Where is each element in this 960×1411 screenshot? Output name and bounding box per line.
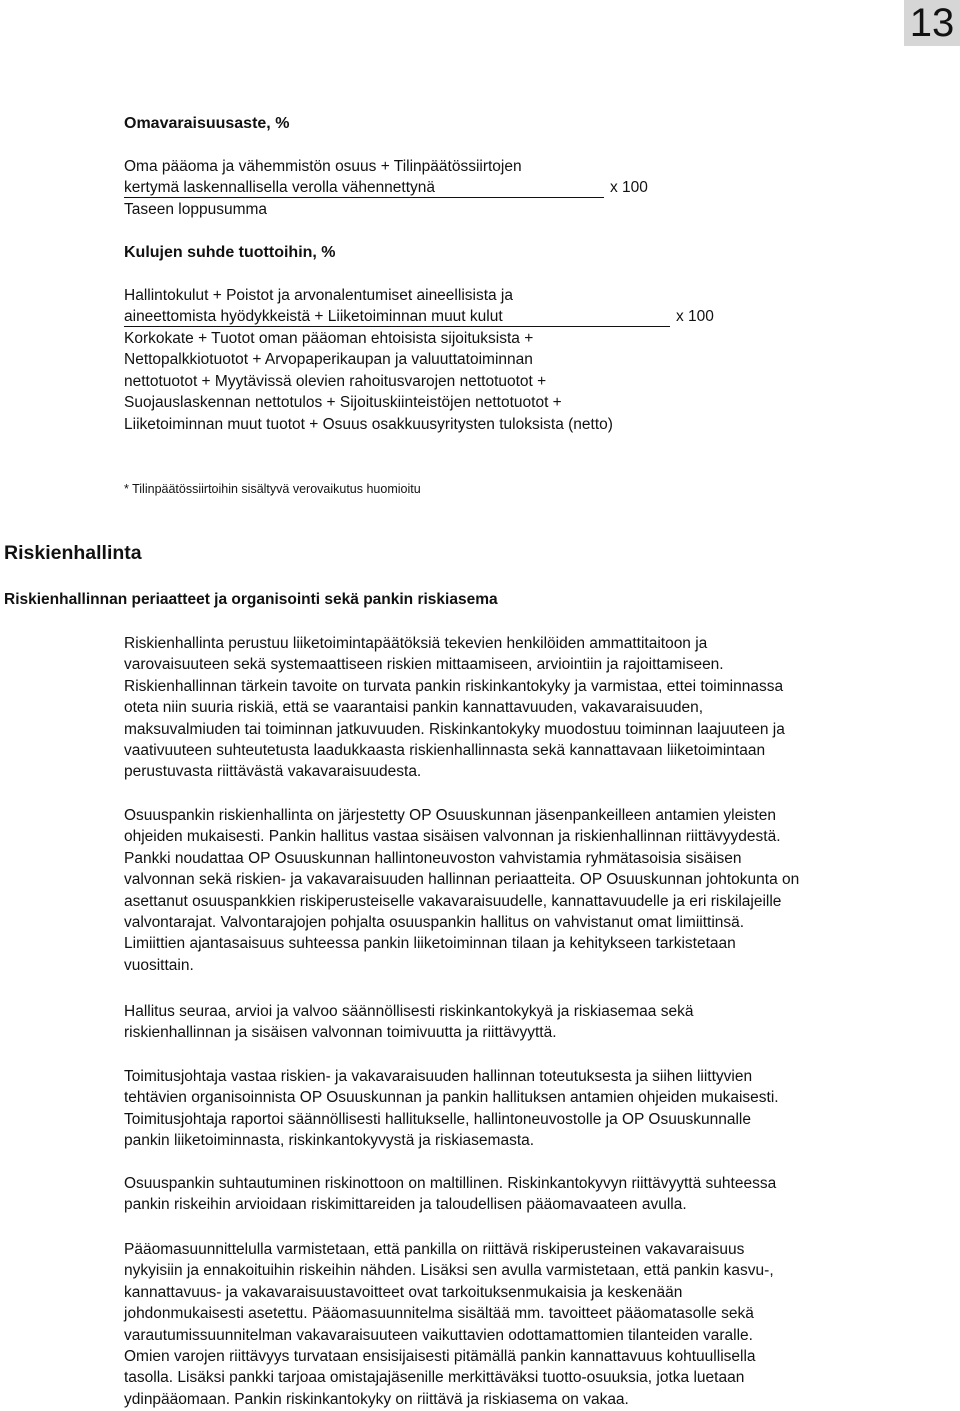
paragraph-line: valvontarajat. Valvontarajojen pohjalta osuuspankin hallitus on vahvistanut omat limiittinsä.: [124, 914, 745, 932]
paragraph-line: Riskienhallinnan tärkein tavoite on turvata pankin riskinkantokyky ja varmistaa, ettei toiminnassa: [124, 677, 784, 695]
formula2-multiplier: x 100: [676, 308, 714, 325]
paragraph: [124, 1239, 954, 1410]
formula1-multiplier: x 100: [610, 179, 648, 196]
section-heading: Riskienhallinta: [4, 542, 142, 564]
formula1-title: Omavaraisuusaste, %: [124, 115, 290, 132]
paragraph-line: tehtävien organisoinnista OP Osuuskunnan ja pankin hallituksen antamien ohjeiden mukaisesti.: [124, 1089, 779, 1107]
paragraph-line: riskienhallinnan ja sisäisen valvonnan toimivuutta ja riittävyyttä.: [124, 1024, 557, 1042]
paragraph: [124, 805, 954, 976]
formula2-denominator-line: nettotuotot + Myytävissä olevien rahoitusvarojen nettotuotot +: [124, 373, 547, 390]
paragraph-line: Pankki noudattaa OP Osuuskunnan hallintoneuvoston vahvistamia ryhmätasoisia sisäisen: [124, 849, 742, 867]
paragraph: [124, 1066, 954, 1152]
paragraph-line: Limiittien ajantasaisuus suhteessa pankin liiketoiminnan tilaan ja kehitykseen tarkistetaan: [124, 935, 736, 953]
paragraph: [124, 1001, 954, 1044]
page-number: 13: [904, 0, 960, 46]
paragraph-line: ydinpääomaan. Pankin riskinkantokyky on riittävä ja riskiasema on vakaa.: [124, 1390, 629, 1408]
paragraph-line: perustuvasta riittävästä vakavaraisuudesta.: [124, 763, 422, 781]
paragraph-line: johdonmukaisesti asetettu. Pääomasuunnitelma sisältää mm. tavoitteet pääomatasolle sekä: [124, 1305, 754, 1323]
formula2-numerator-line1: Hallintokulut + Poistot ja arvonalentumiset aineellisista ja: [124, 287, 513, 304]
paragraph-line: Hallitus seuraa, arvioi ja valvoo säännöllisesti riskinkantokykyä ja riskiasemaa sekä: [124, 1003, 694, 1020]
formula2-numerator-line2: [124, 307, 670, 327]
paragraph-line: pankin liiketoiminnasta, riskinkantokyvystä ja riskiasemasta.: [124, 1132, 535, 1150]
subsection-heading: Riskienhallinnan periaatteet ja organisointi sekä pankin riskiasema: [4, 591, 498, 608]
paragraph-line: tasolla. Lisäksi pankki tarjoaa omistajajäsenille merkittäväksi tuotto-osuuksia, jotka luetaan: [124, 1369, 745, 1387]
formula1-numerator-line2: [124, 178, 604, 198]
paragraph-line: pankin riskeihin arvioidaan riskimittareiden ja taloudellisen pääomavaateen avulla.: [124, 1196, 687, 1214]
formula2-numerator-text: aineettomista hyödykkeistä + Liiketoiminnan muut kulut: [124, 308, 503, 325]
paragraph-line: oteta niin suuria riskiä, että se vaarantaisi pankin kannattavuuden, vakavaraisuuden,: [124, 699, 704, 717]
formula1-denominator: Taseen loppusumma: [124, 201, 268, 218]
paragraph-line: Omien varojen riittävyys turvataan ensisijaisesti pitämällä pankin kannattavuus kohtuullisella: [124, 1348, 756, 1366]
formula2-denominator-line: Nettopalkkiotuotot + Arvopaperikaupan ja valuuttatoiminnan: [124, 351, 533, 368]
formula2-denominator-line: Liiketoiminnan muut tuotot + Osuus osakkuusyritysten tuloksista (netto): [124, 416, 613, 433]
paragraph: [124, 633, 954, 783]
footnote: * Tilinpäätössiirtoihin sisältyvä verovaikutus huomioitu: [124, 482, 421, 496]
paragraph-line: Riskienhallinta perustuu liiketoimintapäätöksiä tekevien henkilöiden ammattitaitoon ja: [124, 635, 708, 652]
paragraph-line: ohjeiden mukaisesti. Pankin hallitus vastaa sisäisen valvonnan ja riskienhallinnan riittävyydestä.: [124, 828, 781, 846]
paragraph-line: kannattavuus- ja vakavaraisuustavoitteet ovat tarkoituksenmukaisia ja keskenään: [124, 1283, 683, 1301]
paragraph-line: Osuuspankin riskienhallinta on järjestetty OP Osuuskunnan jäsenpankeilleen antamien yleisten: [124, 807, 776, 824]
paragraph-line: vuosittain.: [124, 956, 194, 974]
formula1-numerator-line1: Oma pääoma ja vähemmistön osuus + Tilinpäätössiirtojen: [124, 158, 522, 175]
paragraph-line: Toimitusjohtaja vastaa riskien- ja vakavaraisuuden hallinnan toteutuksesta ja siihen liittyvien: [124, 1068, 753, 1085]
paragraph-line: valvonnan sekä riskien- ja vakavaraisuuden hallinnan periaatteita. OP Osuuskunnan johtokunta on: [124, 871, 800, 889]
formula2-title: Kulujen suhde tuottoihin, %: [124, 244, 336, 261]
paragraph-line: Osuuspankin suhtautuminen riskinottoon on maltillinen. Riskinkantokyvyn riittävyyttä suhteessa: [124, 1175, 777, 1192]
paragraph-line: varautumissuunnitelman vakavaraisuuteen vaikuttavien odottamattomien tilanteiden varalle.: [124, 1326, 753, 1344]
paragraph-line: vaativuuteen suhteutetusta laadukkaasta riskienhallinnasta sekä kannattavaan liiketoimintaan: [124, 742, 766, 760]
paragraph-line: maksuvalmiuden tai toiminnan jatkuvuuden. Riskinkantokyky muodostuu toiminnan laajuuteen ja: [124, 720, 785, 738]
paragraph: [124, 1173, 954, 1216]
formula1-numerator-text: kertymä laskennallisella verolla vähennettynä: [124, 179, 436, 196]
paragraph-line: Pääomasuunnittelulla varmistetaan, että pankilla on riittävä riskiperusteinen vakavaraisuus: [124, 1241, 745, 1258]
formula1-fraction-bar: [124, 179, 604, 198]
paragraph-line: Toimitusjohtaja raportoi säännöllisesti hallitukselle, hallintoneuvostolle ja OP Osuuskunnalle: [124, 1110, 751, 1128]
formula2-fraction-bar: [124, 308, 670, 327]
paragraph-line: nykyisiin ja ennakoituihin riskeihin nähden. Lisäksi sen avulla varmistetaan, että pankin kasvu-,: [124, 1262, 774, 1280]
paragraph-line: varovaisuuteen sekä systemaattiseen riskien mittaamiseen, arviointiin ja rajoittamiseen.: [124, 656, 724, 674]
paragraph-line: asettanut osuuspankkien riskiperusteiselle vakavaraisuudelle, kannattavuudelle ja eri riskilajeille: [124, 892, 782, 910]
formula2-denominator-line: Korkokate + Tuotot oman pääoman ehtoisista sijoituksista +: [124, 330, 534, 347]
formula2-denominator-line: Suojauslaskennan nettotulos + Sijoituskiinteistöjen nettotuotot +: [124, 394, 562, 411]
